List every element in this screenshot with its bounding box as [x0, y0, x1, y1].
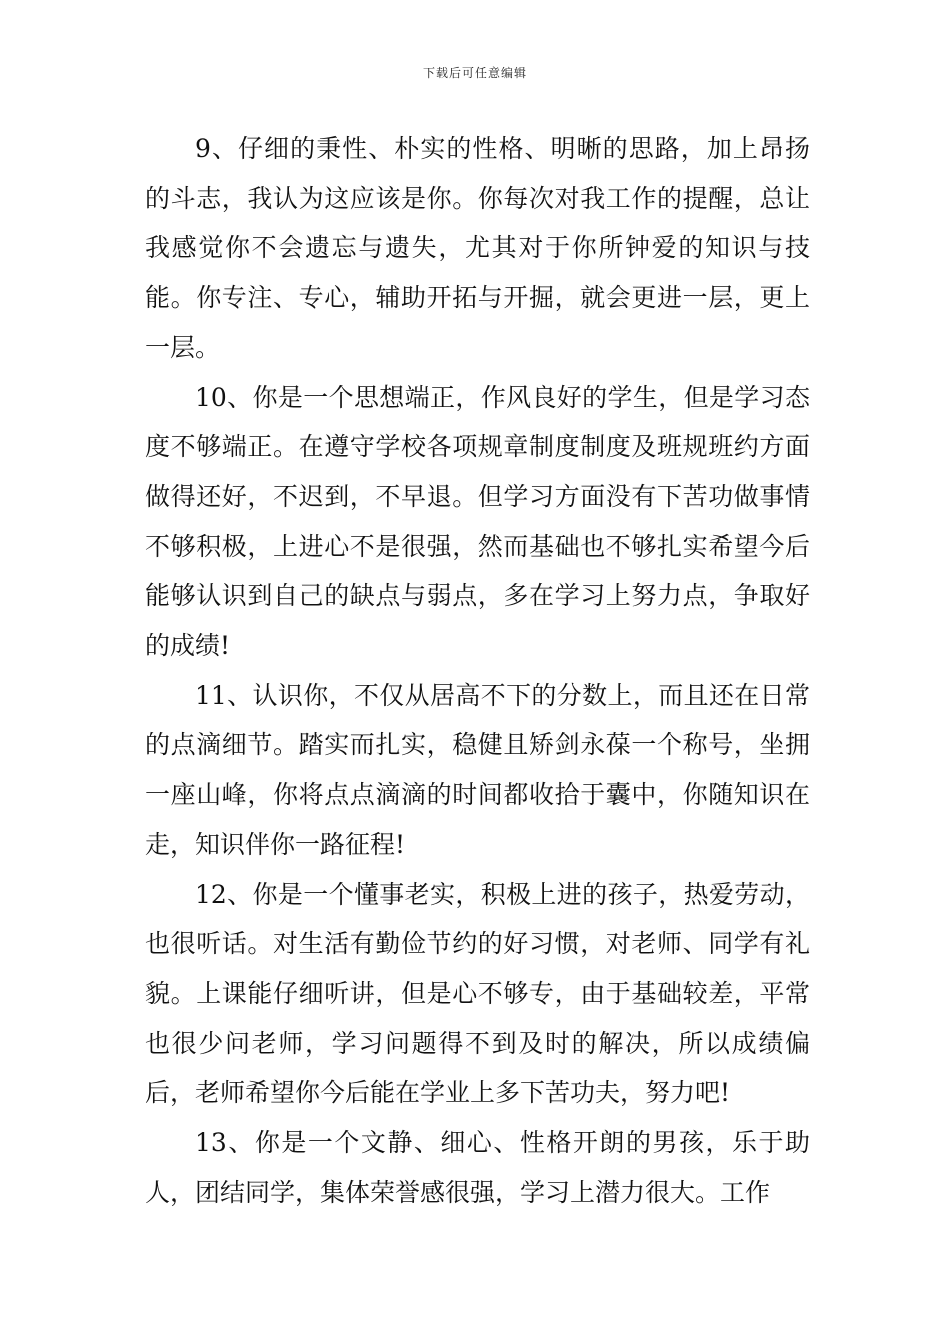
comment-paragraph-9: 9、仔细的秉性、朴实的性格、明晰的思路，加上昂扬的斗志，我认为这应该是你。你每次对我工作的提醒，总让我感觉你不会遗忘与遗失，尤其对于你所钟爱的知识与技能。你专注、专心，辅助开拓与开掘，就会更进一层，更上一层。	[145, 134, 810, 362]
page-header: 下载后可任意编辑	[422, 66, 527, 80]
comment-paragraph-10: 10、你是一个思想端正，作风良好的学生，但是学习态度不够端正。在遵守学校各项规章制度制度及班规班约方面做得还好，不迟到，不早退。但学习方面没有下苦功做事情不够积极，上进心不是很强，然而基础也不够扎实希望今后能够认识到自己的缺点与弱点，多在学习上努力点，争取好的成绩!	[145, 382, 810, 661]
comment-paragraph-11: 11、认识你，不仅从居高不下的分数上，而且还在日常的点滴细节。踏实而扎实，稳健且矫剑永葆一个称号，坐拥一座山峰，你将点点滴滴的时间都收拾于囊中，你随知识在走，知识伴你一路征程!	[145, 680, 810, 859]
comment-paragraph-12: 12、你是一个懂事老实，积极上进的孩子，热爱劳动，也很听话。对生活有勤俭节约的好习惯，对老师、同学有礼貌。上课能仔细听讲，但是心不够专，由于基础较差，平常也很少问老师，学习问题得不到及时的解决，所以成绩偏后，老师希望你今后能在学业上多下苦功夫，努力吧!	[145, 879, 810, 1108]
comment-paragraph-13: 13、你是一个文静、细心、性格开朗的男孩，乐于助人，团结同学，集体荣誉感很强，学习上潜力很大。工作	[145, 1128, 810, 1207]
document-body	[145, 124, 810, 1217]
